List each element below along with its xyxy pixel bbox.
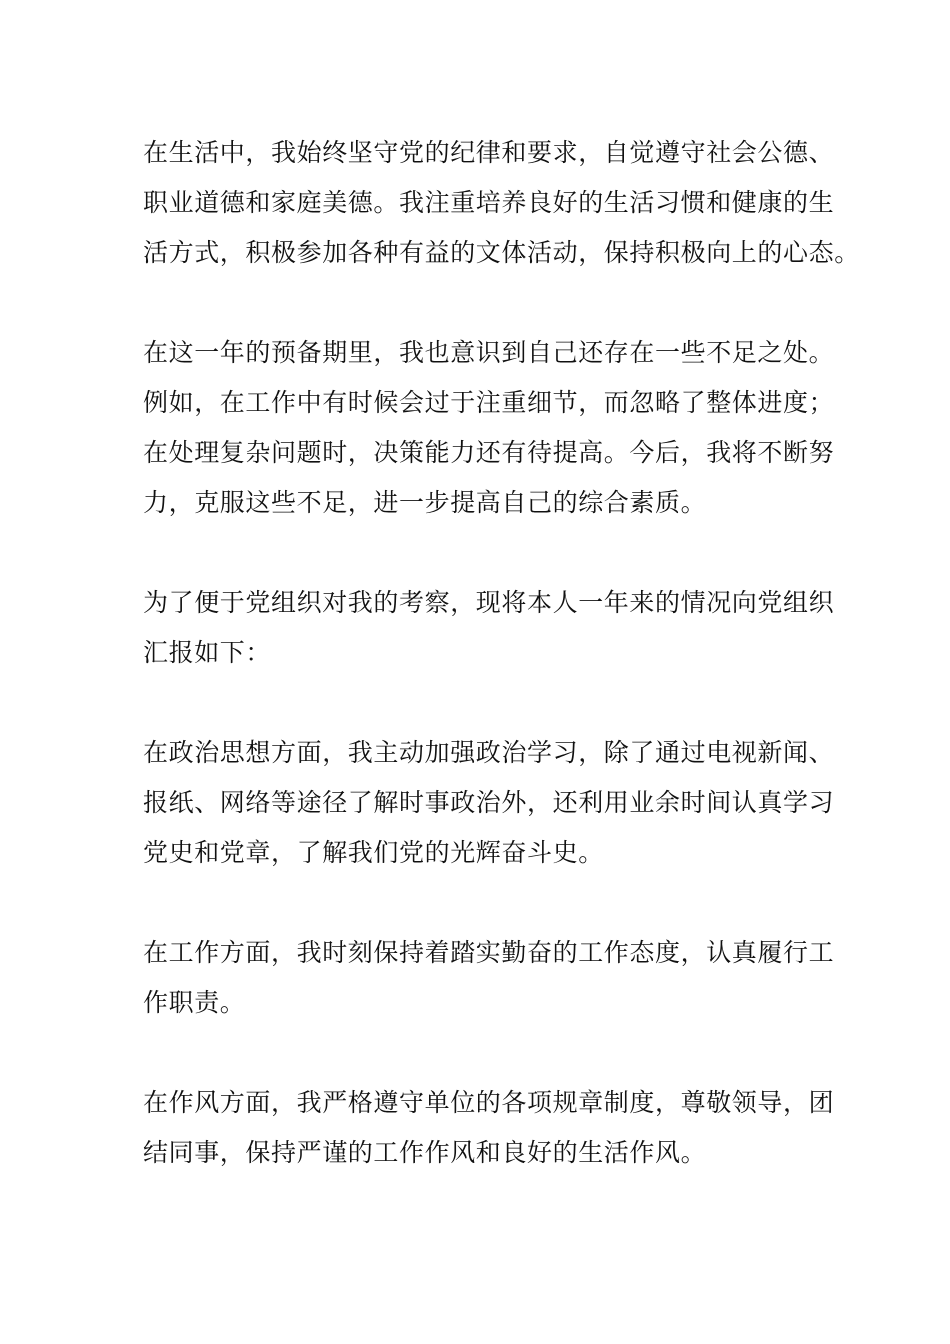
- paragraph-line: 力，克服这些不足，进一步提高自己的综合素质。: [143, 488, 707, 517]
- paragraph-report-intro: [143, 578, 835, 678]
- paragraph-line: 在处理复杂问题时，决策能力还有待提高。今后，我将不断努: [143, 438, 835, 467]
- paragraph-line: 例如，在工作中有时候会过于注重细节，而忽略了整体进度；: [143, 388, 835, 417]
- paragraph-political-thought: [143, 728, 835, 878]
- paragraph-line: 在工作方面，我时刻保持着踏实勤奋的工作态度，认真履行工: [143, 938, 835, 967]
- paragraph-line: 报纸、网络等途径了解时事政治外，还利用业余时间认真学习: [143, 788, 835, 817]
- paragraph-work-style: [143, 1078, 835, 1178]
- paragraph-line: 活方式，积极参加各种有益的文体活动，保持积极向上的心态。: [143, 238, 860, 267]
- paragraph-line: 在这一年的预备期里，我也意识到自己还存在一些不足之处。: [143, 338, 835, 367]
- paragraph-line: 在生活中，我始终坚守党的纪律和要求，自觉遵守社会公德、: [143, 138, 835, 167]
- paragraph-life-conduct: [143, 128, 860, 278]
- paragraph-work: [143, 928, 835, 1028]
- paragraph-line: 职业道德和家庭美德。我注重培养良好的生活习惯和健康的生: [143, 188, 835, 217]
- paragraph-line: 作职责。: [143, 988, 246, 1017]
- paragraph-line: 汇报如下：: [143, 638, 272, 667]
- paragraph-shortcomings: [143, 328, 835, 528]
- paragraph-line: 结同事，保持严谨的工作作风和良好的生活作风。: [143, 1138, 707, 1167]
- paragraph-line: 党史和党章，了解我们党的光辉奋斗史。: [143, 838, 604, 867]
- paragraph-line: 在作风方面，我严格遵守单位的各项规章制度，尊敬领导，团: [143, 1088, 835, 1117]
- paragraph-line: 为了便于党组织对我的考察，现将本人一年来的情况向党组织: [143, 588, 835, 617]
- paragraph-line: 在政治思想方面，我主动加强政治学习，除了通过电视新闻、: [143, 738, 835, 767]
- document-body: [143, 128, 860, 1228]
